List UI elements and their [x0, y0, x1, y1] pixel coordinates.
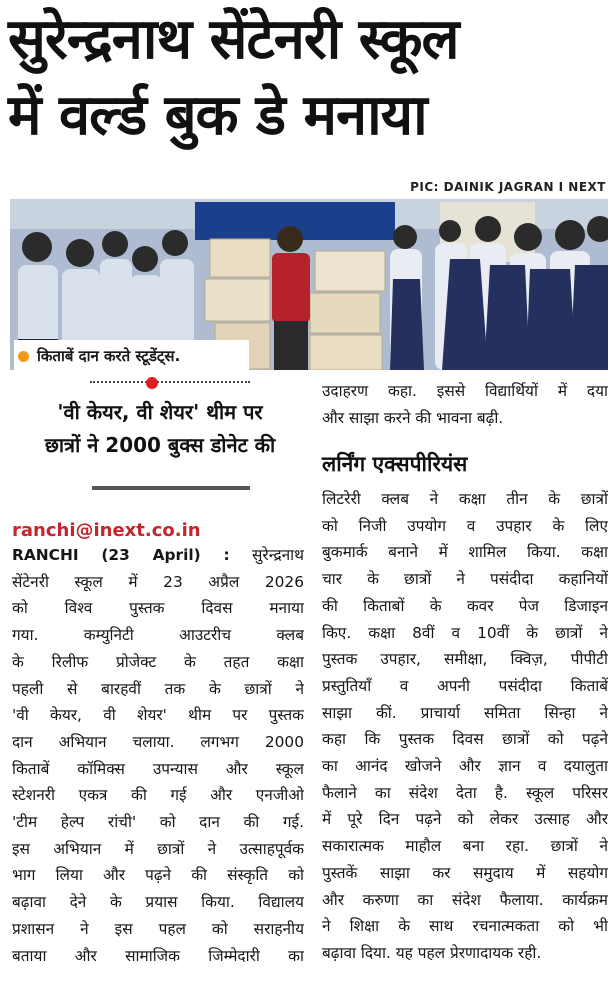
- right-line: प्रस्तुतियाँ व अपनी पसंदीदा किताबें: [322, 676, 608, 695]
- right-line: ने शिक्षा के साथ रचनात्मकता को भी: [322, 917, 608, 936]
- subheadline-rule: [92, 486, 250, 490]
- left-line: को विश्व पुस्तक दिवस मनाया: [12, 599, 304, 618]
- right-line: और करुणा का संदेश फैलाया. कार्यक्रम: [322, 890, 608, 909]
- caption-text: किताबें दान करते स्टूडेंट्स.: [37, 347, 181, 365]
- right-line: किए. कक्षा 8वीं व 10वीं के छात्रों ने: [322, 623, 608, 642]
- subheadline: [10, 396, 310, 462]
- right-line: पुस्तक उपहार, समीक्षा, क्विज़, पीपीटी: [322, 650, 608, 669]
- left-line: इस अभियान में छात्रों ने उत्साहपूर्वक: [12, 839, 304, 858]
- left-line: भाग लिया और पढ़ने की संस्कृति को: [12, 866, 304, 885]
- dotted-separator: [90, 377, 250, 387]
- right-line: चार के छात्रों ने पसंदीदा कहानियों: [322, 570, 608, 589]
- photo-caption: [14, 340, 249, 372]
- left-line: बताया और सामाजिक जिम्मेदारी का: [12, 946, 304, 965]
- left-line: स्टेशनरी एकत्र की गई और एनजीओ: [12, 786, 304, 805]
- right-column-text: [322, 486, 608, 967]
- right-line: साझा कीं. प्राचार्या समिता सिन्हा ने: [322, 703, 608, 722]
- left-line: [12, 542, 304, 569]
- photo-credit: PIC: DAINIK JAGRAN I NEXT: [410, 180, 606, 194]
- right-top-line: उदाहरण कहा. इससे विद्यार्थियों में दया: [322, 382, 608, 400]
- left-line-0: सुरेन्द्रनाथ: [229, 546, 304, 564]
- headline-line-2: में वर्ल्ड बुक डे मनाया: [8, 83, 427, 148]
- headline-line-1: सुरेन्द्रनाथ सेंटेनरी स्कूल: [8, 7, 459, 72]
- right-line: का आनंद खोजने और ज्ञान व दयालुता: [322, 757, 608, 776]
- right-line: को निजी उपयोग व उपहार के लिए: [322, 516, 608, 535]
- right-line: लिटरेरी क्लब ने कक्षा तीन के छात्रों: [322, 490, 608, 508]
- right-line: में पूरे दिन पढ़ने को लेकर उत्साह और: [322, 810, 608, 829]
- left-line: प्रशासन ने इस पहल को सराहनीय: [12, 919, 304, 938]
- right-line: की किताबों के कवर पेज डिजाइन: [322, 596, 608, 615]
- right-line: पुस्तकें साझा कर समुदाय में सहयोग: [322, 863, 608, 882]
- right-top-line: और साझा करने की भावना बढ़ी.: [322, 408, 504, 427]
- left-line: दान अभियान चलाया. लगभग 2000: [12, 732, 304, 751]
- left-line: के रिलीफ प्रोजेक्ट के तहत कक्षा: [12, 652, 304, 671]
- right-column-continuation: [322, 378, 608, 431]
- right-line: फैलाने का संदेश देता है. स्कूल परिसर: [322, 783, 608, 802]
- left-line: पहली से बारहवीं तक के छात्रों ने: [12, 679, 304, 698]
- email-link[interactable]: ranchi@inext.co.in: [12, 520, 201, 541]
- headline: [8, 2, 608, 154]
- right-line: कहा कि पुस्तक दिवस छात्रों को पढ़ने: [322, 730, 608, 749]
- separator-dot-icon: [146, 377, 158, 389]
- right-line: बढ़ावा दिया. यह पहल प्रेरणादायक रही.: [322, 943, 542, 962]
- left-line: सेंटेनरी स्कूल में 23 अप्रैल 2026: [12, 572, 304, 591]
- section-heading: लर्निंग एक्सपीरियंस: [322, 452, 468, 476]
- left-line: किताबें कॉमिक्स उपन्यास और स्कूल: [12, 759, 304, 778]
- right-line: बुकमार्क बनाने में शामिल किया. कक्षा: [322, 543, 608, 562]
- subheadline-line-2: छात्रों ने 2000 बुक्स डोनेट की: [44, 433, 276, 457]
- right-line: सकारात्मक माहौल बना रहा. छात्रों ने: [322, 837, 608, 856]
- left-line: 'टीम हेल्प रांची' को दान की गई.: [12, 813, 304, 832]
- left-line: बढ़ावा देने के प्रयास किया. विद्यालय: [12, 893, 304, 912]
- subheadline-line-1: 'वी केयर, वी शेयर' थीम पर: [57, 400, 263, 424]
- caption-bullet-icon: [18, 351, 29, 362]
- left-line: गया. कम्युनिटी आउटरीच क्लब: [12, 626, 304, 645]
- dateline: RANCHI (23 April) :: [12, 546, 230, 564]
- left-column-text: [12, 542, 304, 969]
- left-line: 'वी केयर, वी शेयर' थीम पर पुस्तक: [12, 706, 304, 725]
